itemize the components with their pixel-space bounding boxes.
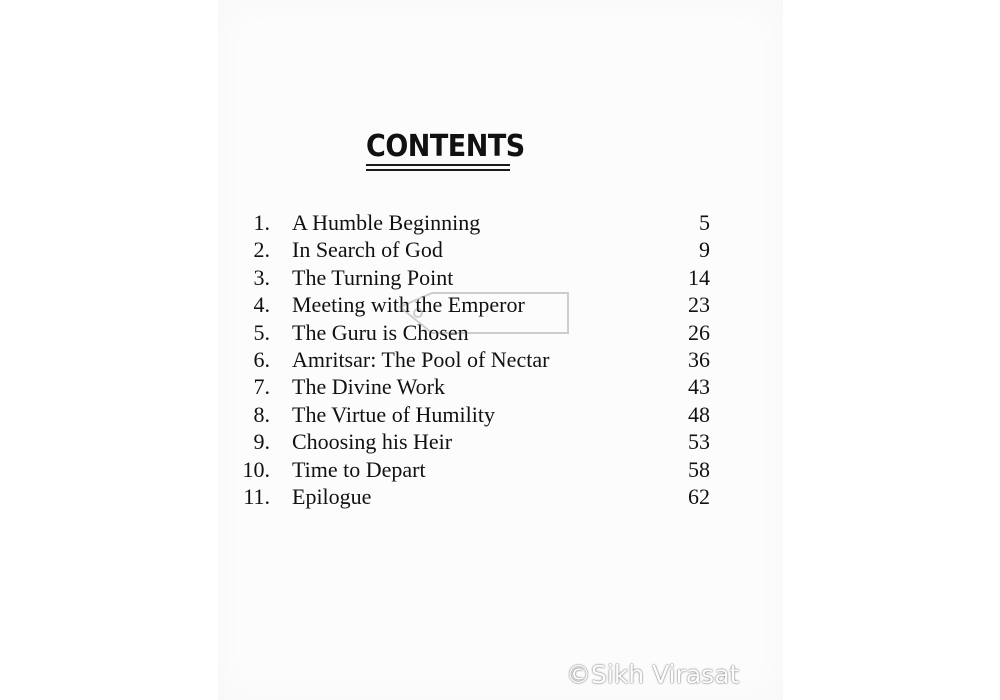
heading-underline-second — [366, 169, 510, 171]
chapter-number: 9. — [253, 429, 270, 455]
chapter-number: 6. — [253, 346, 270, 372]
chapter-title: Epilogue — [292, 483, 372, 509]
page-number: 58 — [688, 456, 710, 482]
chapter-title: Amritsar: The Pool of Nectar — [292, 346, 550, 372]
chapter-title: The Turning Point — [292, 264, 454, 290]
chapter-number: 11. — [243, 483, 270, 509]
page-number: 53 — [688, 429, 710, 455]
chapter-number: 5. — [253, 319, 270, 345]
chapter-number: 2. — [253, 237, 270, 263]
page-number: 62 — [688, 483, 710, 509]
page-number: 14 — [688, 264, 710, 290]
watermark-logo — [392, 287, 572, 339]
chapter-title: The Guru is Chosen — [292, 319, 469, 345]
heading-underline — [366, 164, 510, 166]
chapter-number: 10. — [242, 456, 270, 482]
chapter-title: The Divine Work — [292, 374, 446, 400]
chapter-title: In Search of God — [292, 237, 443, 263]
chapter-title: Meeting with the Emperor — [292, 292, 525, 318]
toc-entry — [230, 208, 720, 235]
toc-entry — [230, 345, 720, 372]
page-number: 43 — [688, 374, 710, 400]
chapter-number: 1. — [253, 210, 270, 235]
page-number: 9 — [699, 237, 710, 263]
toc-entry — [230, 372, 720, 399]
chapter-number: 3. — [253, 264, 270, 290]
toc-entry — [230, 427, 720, 454]
page-number: 26 — [688, 319, 710, 345]
page-number: 36 — [688, 346, 710, 372]
chapter-number: 4. — [253, 292, 270, 318]
chapter-title: A Humble Beginning — [292, 210, 481, 235]
chapter-number: 8. — [253, 401, 270, 427]
contents-heading: CONTENTS — [366, 129, 525, 164]
toc-entry — [230, 482, 720, 509]
toc-entry — [230, 455, 720, 482]
toc-entry — [230, 235, 720, 262]
copyright-watermark: ©Sikh Virasat — [566, 660, 740, 689]
page-number: 23 — [688, 292, 710, 318]
chapter-title: Time to Depart — [292, 456, 426, 482]
page-number: 48 — [688, 401, 710, 427]
chapter-title: The Virtue of Humility — [292, 401, 495, 427]
chapter-title: Choosing his Heir — [292, 429, 453, 455]
toc-entry — [230, 400, 720, 427]
chapter-number: 7. — [253, 374, 270, 400]
page-number: 5 — [699, 210, 710, 235]
table-of-contents — [230, 208, 720, 509]
